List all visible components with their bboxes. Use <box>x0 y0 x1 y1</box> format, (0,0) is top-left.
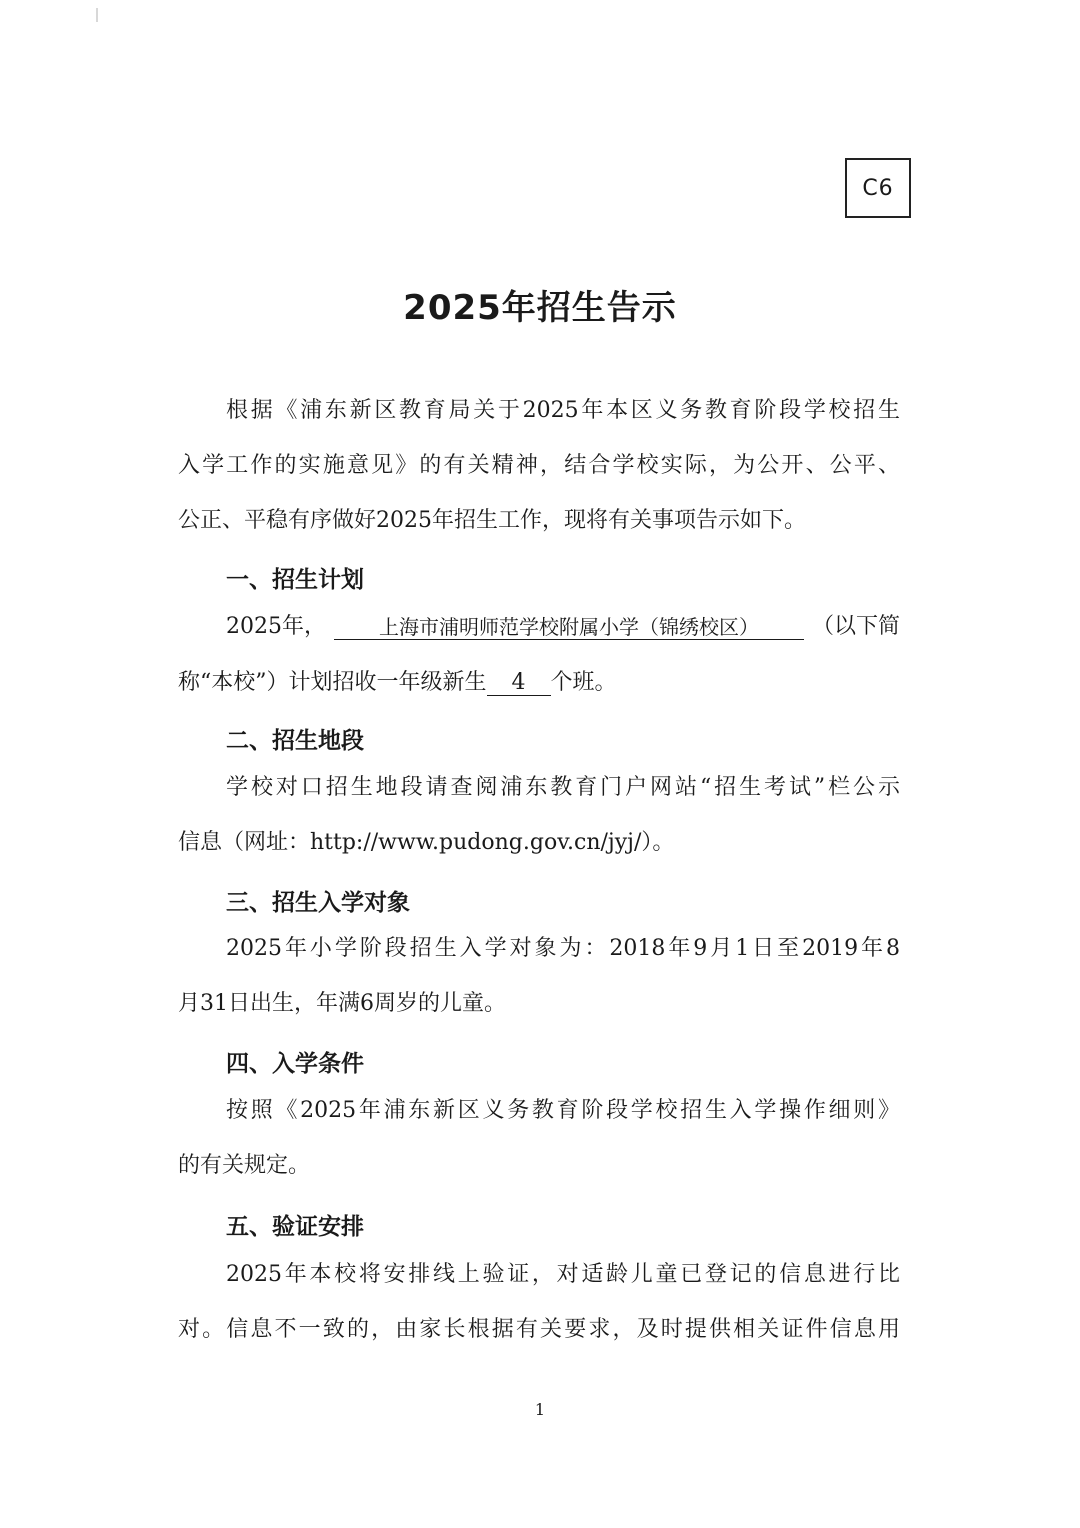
document-code-box <box>845 158 911 218</box>
section1-line-2 <box>178 670 900 696</box>
section1-line2-suffix: 个班。 <box>550 670 617 695</box>
section4-line-1: 按照《2025年浦东新区义务教育阶段学校招生入学操作细则》 <box>226 1098 900 1123</box>
section3-line-1: 2025年小学阶段招生入学对象为：2018年9月1日至2019年8 <box>226 936 900 961</box>
intro-line-3: 公正、平稳有序做好2025年招生工作，现将有关事项告示如下。 <box>178 508 806 533</box>
section1-line1-suffix: （以下简 <box>811 614 900 639</box>
intro-line-1: 根据《浦东新区教育局关于2025年本区义务教育阶段学校招生 <box>226 398 900 423</box>
school-name-field: 上海市浦明师范学校附属小学（锦绣校区） <box>334 616 804 640</box>
intro-line-2: 入学工作的实施意见》的有关精神，结合学校实际，为公开、公平、 <box>178 453 900 478</box>
section5-line-1: 2025年本校将安排线上验证，对适龄儿童已登记的信息进行比 <box>226 1262 900 1287</box>
section1-line-1 <box>226 614 900 640</box>
document-code: C6 <box>862 175 894 201</box>
class-count-field: 4 <box>487 670 551 696</box>
section1-line2-prefix: 称“本校”）计划招收一年级新生 <box>178 670 487 695</box>
page-number: 1 <box>534 1400 546 1419</box>
section-heading-3: 三、招生入学对象 <box>226 890 410 916</box>
section4-line-2: 的有关规定。 <box>178 1153 311 1178</box>
section2-line-1: 学校对口招生地段请查阅浦东教育门户网站“招生考试”栏公示 <box>226 775 900 800</box>
section-heading-4: 四、入学条件 <box>226 1051 364 1077</box>
section-heading-2: 二、招生地段 <box>226 728 364 754</box>
section-heading-1: 一、招生计划 <box>226 567 364 593</box>
section3-line-2: 月31日出生，年满6周岁的儿童。 <box>178 991 506 1016</box>
scan-mark <box>96 8 98 22</box>
section5-line-2: 对。信息不一致的，由家长根据有关要求，及时提供相关证件信息用 <box>178 1317 900 1342</box>
section-heading-5: 五、验证安排 <box>226 1214 364 1240</box>
section1-line1-prefix: 2025年， <box>226 614 326 639</box>
section2-line-2: 信息（网址：http://www.pudong.gov.cn/jyj/）。 <box>178 830 675 855</box>
page-title: 2025年招生告示 <box>403 288 677 328</box>
